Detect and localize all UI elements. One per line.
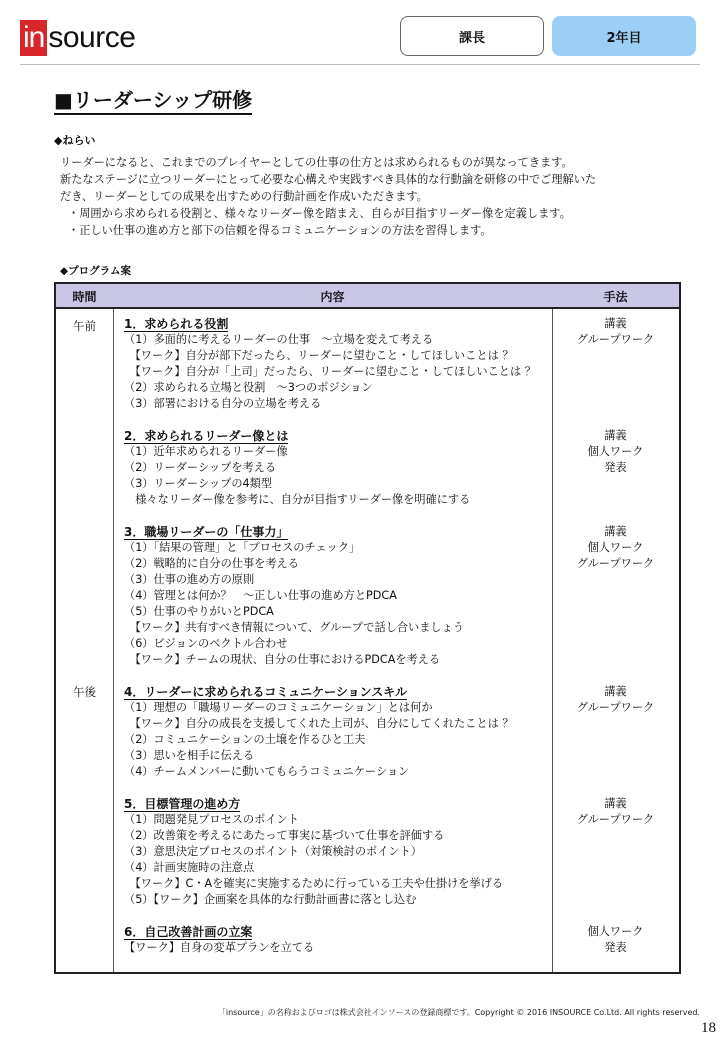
aim-line: だき、リーダーとしての成果を出すための行動計画を作成いただきます。 bbox=[60, 190, 428, 203]
section-line: （5）仕事のやりがいとPDCA bbox=[124, 605, 274, 618]
logo-in-mark: in bbox=[20, 20, 47, 56]
aim-heading: ◆ねらい bbox=[54, 134, 96, 147]
section-title: 1．求められる役割 bbox=[124, 317, 229, 331]
method-item: 個人ワーク bbox=[587, 445, 644, 458]
program-section bbox=[124, 796, 549, 908]
method-item: 講義 bbox=[604, 429, 627, 442]
program-section bbox=[124, 924, 549, 956]
section-line: （2）コミュニケーションの土壌を作るひと工夫 bbox=[124, 733, 366, 746]
period-afternoon: 午後 bbox=[73, 685, 96, 699]
method-item: グループワーク bbox=[576, 701, 655, 714]
program-table bbox=[54, 282, 681, 974]
section-line: （2）求められる立場と役割 ～3つのポジション bbox=[124, 381, 373, 394]
section-line: （3）思いを相手に伝える bbox=[124, 749, 255, 762]
section-title: 5．目標管理の進め方 bbox=[124, 797, 241, 811]
program-section bbox=[124, 684, 549, 780]
year-badge: 2年目 bbox=[552, 16, 696, 56]
aim-body bbox=[60, 154, 670, 239]
method-item: 講義 bbox=[604, 797, 627, 810]
aim-line: リーダーになると、これまでのプレイヤーとしての仕事の仕方とは求められるものが異なってきます。 bbox=[60, 156, 573, 169]
section-line: 【ワーク】自分が部下だったら、リーダーに望むこと・してほしいことは ？ bbox=[124, 349, 514, 362]
aim-bullet: ・正しい仕事の進め方と部下の信頼を得るコミュニケーションの方法を習得します。 bbox=[68, 224, 492, 237]
method-item: 個人ワーク bbox=[587, 925, 644, 938]
section-line: （2）改善策を考えるにあたって事実に基づいて仕事を評価する bbox=[124, 829, 445, 842]
copyright-notice: 「insource」の名称およびロゴは株式会社インソースの登録商標です。Copyright © 2016 INSOURCE Co.Ltd. All rights reserved. bbox=[217, 1008, 700, 1017]
program-section bbox=[124, 428, 549, 508]
column-divider bbox=[113, 284, 114, 972]
section-line: （4）計画実施時の注意点 bbox=[124, 861, 255, 874]
method-cell bbox=[552, 796, 679, 828]
header-divider bbox=[20, 64, 700, 65]
header-method: 手法 bbox=[603, 290, 628, 304]
section-line: （5）【ワーク】企画案を具体的な行動計画書に落とし込む bbox=[124, 893, 417, 906]
method-item: グループワーク bbox=[576, 557, 655, 570]
program-heading: ◆プログラム案 bbox=[60, 265, 131, 277]
page-title: ■リーダーシップ研修 bbox=[54, 88, 252, 115]
section-line: （1）理想の「職場リーダーのコミュニケーション」とは何か bbox=[124, 701, 433, 714]
program-section bbox=[124, 316, 549, 412]
method-item: 講義 bbox=[604, 317, 627, 330]
section-line: （1）多面的に考えるリーダーの仕事 ～立場を変えて考える bbox=[124, 333, 434, 346]
section-line: （3）意思決定プロセスのポイント（対策検討のポイント） bbox=[124, 845, 422, 858]
section-line: （3）仕事の進め方の原則 bbox=[124, 573, 255, 586]
insource-logo bbox=[20, 18, 135, 58]
section-line: （1）「結果の管理」と「プロセスのチェック」 bbox=[124, 541, 361, 554]
section-line: （4）チームメンバーに動いてもらうコミュニケーション bbox=[124, 765, 410, 778]
method-item: 講義 bbox=[604, 525, 627, 538]
section-line: （2）戦略的に自分の仕事を考える bbox=[124, 557, 299, 570]
method-cell bbox=[552, 316, 679, 348]
method-cell bbox=[552, 428, 679, 476]
section-line: 【ワーク】チームの現状、自分の仕事におけるPDCAを考える bbox=[124, 653, 441, 666]
section-line: （3）リーダーシップの4類型 bbox=[124, 477, 273, 490]
aim-bullet: ・周囲から求められる役割と、様々なリーダー像を踏まえ、自らが目指すリーダー像を定義します。 bbox=[68, 207, 571, 220]
method-item: グループワーク bbox=[576, 813, 655, 826]
section-line: 【ワーク】自分が「上司」だったら、リーダーに望むこと・してほしいことは ？ bbox=[124, 365, 536, 378]
logo-text: source bbox=[48, 21, 136, 54]
header-time: 時間 bbox=[72, 290, 97, 304]
section-title: 3．職場リーダーの「仕事力」 bbox=[124, 525, 289, 539]
method-item: 個人ワーク bbox=[587, 541, 644, 554]
role-badge: 課長 bbox=[400, 16, 544, 56]
section-line: （4）管理とは何か？ ～正しい仕事の進め方とPDCA bbox=[124, 589, 397, 602]
period-morning: 午前 bbox=[73, 319, 96, 333]
section-title: 2．求められるリーダー像とは bbox=[124, 429, 289, 443]
table-header bbox=[56, 284, 679, 309]
section-line: （6）ビジョンのベクトル合わせ bbox=[124, 637, 288, 650]
page-number: 18 bbox=[701, 1020, 716, 1036]
program-sections bbox=[124, 316, 549, 972]
section-line: 【ワーク】自分の成長を支援してくれた上司が、自分にしてくれたことは ？ bbox=[124, 717, 514, 730]
method-item: 発表 bbox=[604, 941, 627, 954]
column-divider bbox=[552, 284, 553, 972]
header-content: 内容 bbox=[320, 290, 345, 304]
section-line: 【ワーク】共有すべき情報について、グループで話し合いましょう bbox=[124, 621, 464, 634]
section-line: 【ワーク】C・Aを確実に実施するために行っている工夫や仕掛けを挙げる bbox=[124, 877, 504, 890]
section-line: （1）問題発見プロセスのポイント bbox=[124, 813, 299, 826]
section-line: （3）部署における自分の立場を考える bbox=[124, 397, 322, 410]
section-title: 4．リーダーに求められるコミュニケーションスキル bbox=[124, 685, 408, 699]
method-item: 講義 bbox=[604, 685, 627, 698]
section-line: 様々なリーダー像を参考に、自分が目指すリーダー像を明確にする bbox=[124, 493, 471, 506]
section-line: （1）近年求められるリーダー像 bbox=[124, 445, 288, 458]
program-section bbox=[124, 524, 549, 668]
aim-line: 新たなステージに立つリーダーにとって必要な心構えや実践すべき具体的な行動論を研修の中でご理解いた bbox=[60, 173, 597, 186]
method-cell bbox=[552, 684, 679, 716]
section-title: 6．自己改善計画の立案 bbox=[124, 925, 253, 939]
method-item: グループワーク bbox=[576, 333, 655, 346]
method-cell bbox=[552, 924, 679, 956]
method-item: 発表 bbox=[604, 461, 627, 474]
section-line: 【ワーク】自身の変革プランを立てる bbox=[124, 941, 315, 954]
section-line: （2）リーダーシップを考える bbox=[124, 461, 277, 474]
method-cell bbox=[552, 524, 679, 572]
